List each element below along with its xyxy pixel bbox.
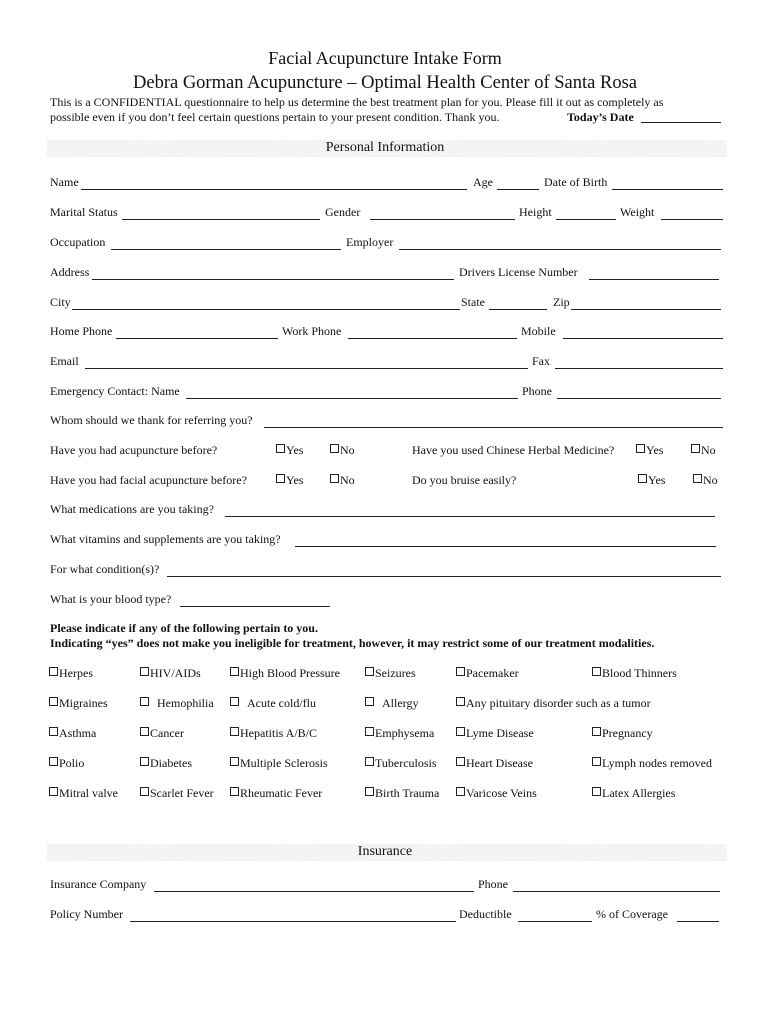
polio-label: Polio — [59, 756, 85, 770]
hemophilia-label: Hemophilia — [157, 696, 214, 710]
hiv-aids-label: HIV/AIDs — [150, 666, 201, 680]
emphysema-checkbox[interactable] — [365, 727, 374, 736]
herpes-label: Herpes — [59, 666, 93, 680]
employer-label: Employer — [346, 235, 394, 249]
emergency-name-field[interactable] — [186, 398, 518, 399]
gender-field[interactable] — [370, 219, 515, 220]
city-label: City — [50, 295, 71, 309]
occupation-label: Occupation — [50, 235, 106, 249]
herpes-checkbox[interactable] — [49, 667, 58, 676]
height-field[interactable] — [556, 219, 616, 220]
facial-yes-label: Yes — [286, 473, 304, 487]
intro-line-2: possible even if you don’t feel certain questions pertain to your present condition. Thank you. — [50, 110, 500, 124]
emergency-phone-field[interactable] — [557, 398, 721, 399]
emergency-phone-label: Phone — [522, 384, 552, 398]
herbal-no-label: No — [701, 443, 716, 457]
weight-field[interactable] — [661, 219, 723, 220]
coverage-label: % of Coverage — [596, 907, 668, 921]
conditions-instruction-2: Indicating “yes” does not make you ineligible for treatment, however, it may restrict some of our treatment modalities. — [50, 636, 655, 650]
multiple-sclerosis-checkbox[interactable] — [230, 757, 239, 766]
polio-checkbox[interactable] — [49, 757, 58, 766]
email-field[interactable] — [85, 368, 528, 369]
age-field[interactable] — [497, 189, 539, 190]
hepatitis-a-b-c-label: Hepatitis A/B/C — [240, 726, 318, 740]
age-label: Age — [473, 175, 493, 189]
name-label: Name — [50, 175, 79, 189]
migraines-checkbox[interactable] — [49, 697, 58, 706]
blood-thinners-label: Blood Thinners — [602, 666, 677, 680]
mobile-field[interactable] — [563, 338, 723, 339]
herbal-no-checkbox[interactable] — [691, 444, 700, 453]
insurance-phone-field[interactable] — [513, 891, 720, 892]
zip-label: Zip — [553, 295, 570, 309]
insurance-phone-label: Phone — [478, 877, 508, 891]
birth-trauma-checkbox[interactable] — [365, 787, 374, 796]
heart-disease-checkbox[interactable] — [456, 757, 465, 766]
acupuncture-no-label: No — [340, 443, 355, 457]
medications-label: What medications are you taking? — [50, 502, 214, 516]
vitamins-label: What vitamins and supplements are you taking? — [50, 532, 281, 546]
email-label: Email — [50, 354, 79, 368]
allergy-checkbox[interactable] — [365, 697, 374, 706]
dob-label: Date of Birth — [544, 175, 608, 189]
facial-no-label: No — [340, 473, 355, 487]
mobile-label: Mobile — [521, 324, 556, 338]
coverage-field[interactable] — [677, 921, 719, 922]
pregnancy-checkbox[interactable] — [592, 727, 601, 736]
deductible-field[interactable] — [518, 921, 592, 922]
conditions-instruction-1: Please indicate if any of the following pertain to you. — [50, 621, 318, 635]
high-blood-pressure-label: High Blood Pressure — [240, 666, 340, 680]
bruise-no-checkbox[interactable] — [693, 474, 702, 483]
pacemaker-label: Pacemaker — [466, 666, 519, 680]
marital-field[interactable] — [122, 219, 320, 220]
vitamins-field[interactable] — [295, 546, 716, 547]
deductible-label: Deductible — [459, 907, 512, 921]
license-label: Drivers License Number — [459, 265, 578, 279]
hiv-aids-checkbox[interactable] — [140, 667, 149, 676]
tuberculosis-label: Tuberculosis — [375, 756, 437, 770]
scarlet-fever-label: Scarlet Fever — [150, 786, 214, 800]
gender-label: Gender — [325, 205, 361, 219]
herbal-yes-label: Yes — [646, 443, 664, 457]
blood-thinners-checkbox[interactable] — [592, 667, 601, 676]
scarlet-fever-checkbox[interactable] — [140, 787, 149, 796]
rheumatic-fever-checkbox[interactable] — [230, 787, 239, 796]
form-subtitle: Debra Gorman Acupuncture – Optimal Health Center of Santa Rosa — [133, 73, 637, 93]
migraines-label: Migraines — [59, 696, 108, 710]
fax-label: Fax — [532, 354, 550, 368]
acupuncture-question: Have you had acupuncture before? — [50, 443, 218, 457]
lyme-disease-checkbox[interactable] — [456, 727, 465, 736]
referral-field[interactable] — [264, 427, 723, 428]
herbal-question: Have you used Chinese Herbal Medicine? — [412, 443, 615, 457]
blood-type-label: What is your blood type? — [50, 592, 172, 606]
acupuncture-yes-checkbox[interactable] — [276, 444, 285, 453]
city-field[interactable] — [72, 309, 460, 310]
referral-label: Whom should we thank for referring you? — [50, 413, 253, 427]
lymph-nodes-removed-checkbox[interactable] — [592, 757, 601, 766]
latex-allergies-label: Latex Allergies — [602, 786, 676, 800]
hepatitis-a-b-c-checkbox[interactable] — [230, 727, 239, 736]
address-field[interactable] — [92, 279, 454, 280]
medications-field[interactable] — [225, 516, 715, 517]
rheumatic-fever-label: Rheumatic Fever — [240, 786, 323, 800]
bruise-yes-checkbox[interactable] — [638, 474, 647, 483]
marital-label: Marital Status — [50, 205, 118, 219]
facial-no-checkbox[interactable] — [330, 474, 339, 483]
diabetes-label: Diabetes — [150, 756, 192, 770]
form-title: Facial Acupuncture Intake Form — [268, 48, 502, 68]
acupuncture-no-checkbox[interactable] — [330, 444, 339, 453]
intro-line-1: This is a CONFIDENTIAL questionnaire to help us determine the best treatment plan for you. Please fill it out as completely as — [50, 95, 664, 109]
diabetes-checkbox[interactable] — [140, 757, 149, 766]
name-field[interactable] — [81, 189, 467, 190]
seizures-checkbox[interactable] — [365, 667, 374, 676]
zip-field[interactable] — [571, 309, 721, 310]
address-label: Address — [50, 265, 90, 279]
acupuncture-yes-label: Yes — [286, 443, 304, 457]
state-field[interactable] — [489, 309, 547, 310]
any-pituitary-disorder-such-as-a-tumor-checkbox[interactable] — [456, 697, 465, 706]
bruise-no-label: No — [703, 473, 718, 487]
latex-allergies-checkbox[interactable] — [592, 787, 601, 796]
personal-info-heading: Personal Information — [325, 140, 445, 155]
multiple-sclerosis-label: Multiple Sclerosis — [240, 756, 328, 770]
allergy-label: Allergy — [382, 696, 419, 710]
asthma-checkbox[interactable] — [49, 727, 58, 736]
insurance-heading: Insurance — [357, 844, 413, 859]
todays-date-field[interactable] — [641, 122, 721, 123]
herbal-yes-checkbox[interactable] — [636, 444, 645, 453]
fax-field[interactable] — [555, 368, 723, 369]
any-pituitary-disorder-such-as-a-tumor-label: Any pituitary disorder such as a tumor — [466, 696, 651, 710]
dob-field[interactable] — [612, 189, 723, 190]
seizures-label: Seizures — [375, 666, 416, 680]
lymph-nodes-removed-label: Lymph nodes removed — [602, 756, 712, 770]
blood-type-field[interactable] — [180, 606, 330, 607]
tuberculosis-checkbox[interactable] — [365, 757, 374, 766]
varicose-veins-checkbox[interactable] — [456, 787, 465, 796]
insurance-company-label: Insurance Company — [50, 877, 147, 891]
work-phone-label: Work Phone — [282, 324, 342, 338]
weight-label: Weight — [620, 205, 655, 219]
high-blood-pressure-checkbox[interactable] — [230, 667, 239, 676]
home-phone-label: Home Phone — [50, 324, 113, 338]
facial-question: Have you had facial acupuncture before? — [50, 473, 247, 487]
mitral-valve-checkbox[interactable] — [49, 787, 58, 796]
acute-cold-flu-checkbox[interactable] — [230, 697, 239, 706]
cancer-checkbox[interactable] — [140, 727, 149, 736]
emphysema-label: Emphysema — [375, 726, 435, 740]
insurance-company-field[interactable] — [154, 891, 474, 892]
cancer-label: Cancer — [150, 726, 184, 740]
lyme-disease-label: Lyme Disease — [466, 726, 534, 740]
heart-disease-label: Heart Disease — [466, 756, 533, 770]
acute-cold-flu-label: Acute cold/flu — [247, 696, 316, 710]
asthma-label: Asthma — [59, 726, 97, 740]
varicose-veins-label: Varicose Veins — [466, 786, 537, 800]
work-phone-field[interactable] — [348, 338, 517, 339]
pacemaker-checkbox[interactable] — [456, 667, 465, 676]
conditions-label: For what condition(s)? — [50, 562, 160, 576]
emergency-label: Emergency Contact: Name — [50, 384, 180, 398]
occupation-field[interactable] — [111, 249, 341, 250]
employer-field[interactable] — [399, 249, 721, 250]
facial-yes-checkbox[interactable] — [276, 474, 285, 483]
birth-trauma-label: Birth Trauma — [375, 786, 440, 800]
pregnancy-label: Pregnancy — [602, 726, 653, 740]
todays-date-label: Today’s Date — [567, 110, 634, 124]
mitral-valve-label: Mitral valve — [59, 786, 118, 800]
license-field[interactable] — [589, 279, 719, 280]
bruise-yes-label: Yes — [648, 473, 666, 487]
conditions-field[interactable] — [167, 576, 721, 577]
height-label: Height — [519, 205, 552, 219]
hemophilia-checkbox[interactable] — [140, 697, 149, 706]
home-phone-field[interactable] — [116, 338, 278, 339]
policy-number-label: Policy Number — [50, 907, 123, 921]
bruise-question: Do you bruise easily? — [412, 473, 517, 487]
state-label: State — [461, 295, 485, 309]
policy-number-field[interactable] — [130, 921, 456, 922]
